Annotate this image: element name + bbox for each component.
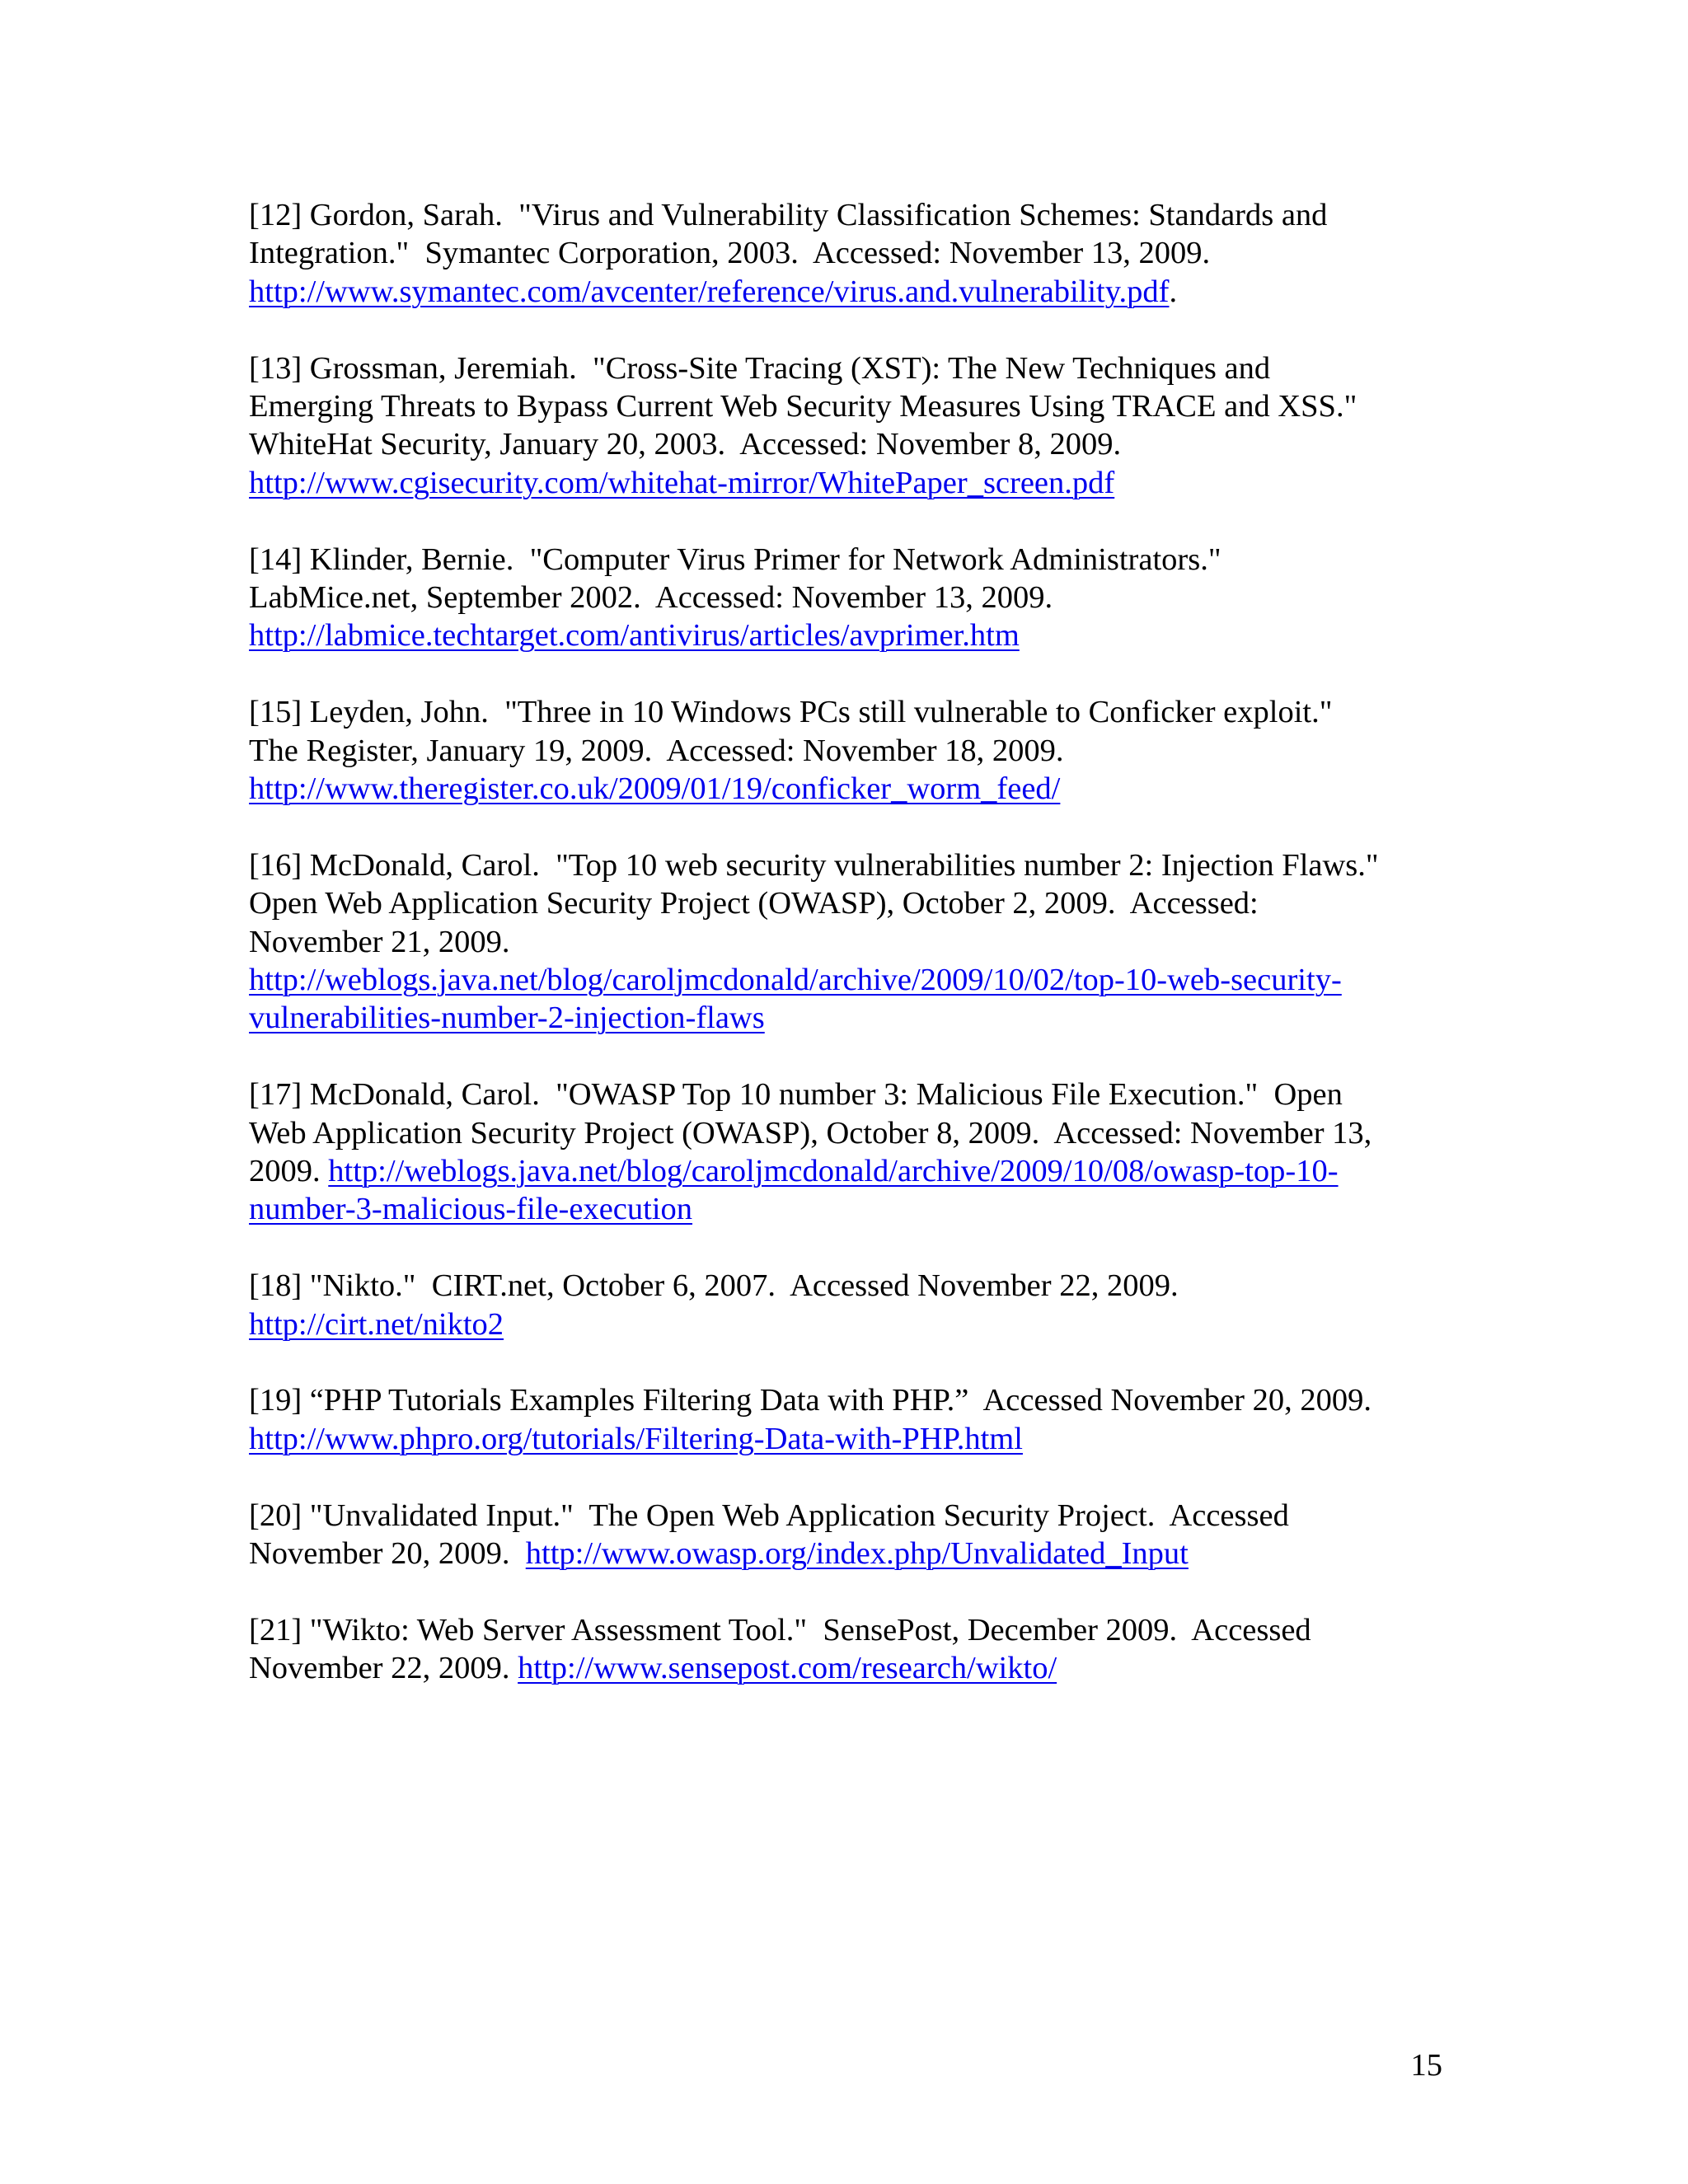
reference-line: November 21, 2009. xyxy=(249,924,510,959)
reference-link[interactable]: vulnerabilities-number-2-injection-flaws xyxy=(249,1001,765,1036)
reference-link[interactable]: http://www.sensepost.com/research/wikto/ xyxy=(518,1651,1057,1686)
reference-line: Emerging Threats to Bypass Current Web Security Measures Using TRACE and XSS." xyxy=(249,389,1357,424)
reference-16 xyxy=(249,846,1452,1038)
reference-line: [20] "Unvalidated Input." The Open Web Application Security Project. Accessed xyxy=(249,1497,1289,1533)
link-prefix: 2009. xyxy=(249,1154,329,1189)
reference-12 xyxy=(249,196,1452,311)
reference-link-line xyxy=(249,1535,1452,1572)
page-number: 15 xyxy=(1410,2048,1442,2083)
reference-link[interactable]: http://www.phpro.org/tutorials/Filtering-Data-with-PHP.html xyxy=(249,1421,1023,1456)
reference-17 xyxy=(249,1076,1452,1229)
reference-19 xyxy=(249,1381,1452,1458)
reference-line: [18] "Nikto." CIRT.net, October 6, 2007. Accessed November 22, 2009. xyxy=(249,1268,1179,1304)
reference-link-line xyxy=(249,273,1452,311)
reference-14 xyxy=(249,541,1452,655)
reference-line: Web Application Security Project (OWASP), October 8, 2009. Accessed: November 13, xyxy=(249,1115,1372,1151)
reference-line: [15] Leyden, John. "Three in 10 Windows PCs still vulnerable to Conficker exploit." xyxy=(249,695,1333,730)
reference-link-line xyxy=(249,961,1452,999)
reference-line: Open Web Application Security Project (OWASP), October 2, 2009. Accessed: xyxy=(249,886,1259,921)
link-prefix: November 22, 2009. xyxy=(249,1651,518,1686)
reference-link[interactable]: http://www.symantec.com/avcenter/reference/virus.and.vulnerability.pdf xyxy=(249,274,1170,309)
reference-list xyxy=(249,196,1452,1726)
reference-line: [17] McDonald, Carol. "OWASP Top 10 number 3: Malicious File Execution." Open xyxy=(249,1077,1343,1113)
reference-line: LabMice.net, September 2002. Accessed: November 13, 2009. xyxy=(249,580,1053,616)
link-prefix: November 20, 2009. xyxy=(249,1536,526,1572)
reference-link[interactable]: http://www.owasp.org/index.php/Unvalidated_Input xyxy=(525,1536,1189,1572)
reference-line: [12] Gordon, Sarah. "Virus and Vulnerability Classification Schemes: Standards and xyxy=(249,198,1328,232)
reference-line: [13] Grossman, Jeremiah. "Cross-Site Tracing (XST): The New Techniques and xyxy=(249,350,1271,386)
reference-link-line xyxy=(249,1305,1452,1343)
reference-line: [21] "Wikto: Web Server Assessment Tool." SensePost, December 2009. Accessed xyxy=(249,1612,1311,1647)
reference-link-line xyxy=(249,1649,1452,1687)
reference-link-line xyxy=(249,1190,1452,1228)
link-suffix: . xyxy=(1169,274,1178,309)
reference-link[interactable]: http://weblogs.java.net/blog/caroljmcdonald/archive/2009/10/02/top-10-web-security- xyxy=(249,963,1342,998)
reference-link-line xyxy=(249,999,1452,1037)
reference-link-line xyxy=(249,770,1452,808)
reference-line: The Register, January 19, 2009. Accessed: November 18, 2009. xyxy=(249,733,1064,768)
reference-line: [16] McDonald, Carol. "Top 10 web security vulnerabilities number 2: Injection Flaws." xyxy=(249,847,1379,883)
reference-line: Integration." Symantec Corporation, 2003. Accessed: November 13, 2009. xyxy=(249,236,1211,271)
reference-link[interactable]: http://labmice.techtarget.com/antivirus/articles/avprimer.htm xyxy=(249,618,1020,654)
reference-link-line xyxy=(249,616,1452,654)
reference-link-line xyxy=(249,464,1452,502)
reference-15 xyxy=(249,693,1452,808)
reference-18 xyxy=(249,1267,1452,1343)
reference-link-line xyxy=(249,1420,1452,1458)
reference-link[interactable]: http://www.theregister.co.uk/2009/01/19/conficker_worm_feed/ xyxy=(249,771,1061,807)
reference-13 xyxy=(249,349,1452,503)
reference-20 xyxy=(249,1497,1452,1573)
reference-21 xyxy=(249,1611,1452,1688)
reference-link[interactable]: http://weblogs.java.net/blog/caroljmcdonald/archive/2009/10/08/owasp-top-10- xyxy=(328,1154,1339,1189)
reference-link[interactable]: number-3-malicious-file-execution xyxy=(249,1192,693,1227)
reference-line: [19] “PHP Tutorials Examples Filtering Data with PHP.” Accessed November 20, 2009. xyxy=(249,1383,1372,1418)
reference-link-line xyxy=(249,1152,1452,1190)
reference-link[interactable]: http://cirt.net/nikto2 xyxy=(249,1306,504,1342)
reference-line: [14] Klinder, Bernie. "Computer Virus Primer for Network Administrators." xyxy=(249,541,1221,577)
reference-line: WhiteHat Security, January 20, 2003. Accessed: November 8, 2009. xyxy=(249,427,1122,462)
reference-link[interactable]: http://www.cgisecurity.com/whitehat-mirror/WhitePaper_screen.pdf xyxy=(249,465,1115,500)
